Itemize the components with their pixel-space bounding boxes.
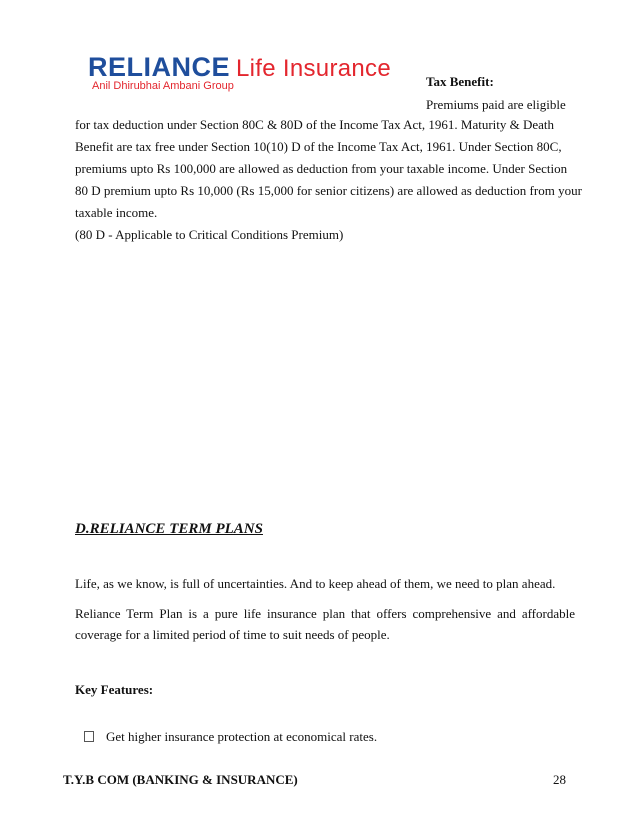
section-title-term-plans: D.RELIANCE TERM PLANS (75, 521, 263, 537)
tax-benefit-line: premiums upto Rs 100,000 are allowed as deduction from your taxable income. Under Section (75, 161, 568, 176)
tax-benefit-intro: Premiums paid are eligible (426, 97, 566, 112)
key-features-heading: Key Features: (75, 682, 154, 697)
tax-benefit-heading: Tax Benefit: (426, 74, 494, 89)
description-line: coverage for a limited period of time to suit needs of people. (75, 627, 390, 642)
description-line: Reliance Term Plan is a pure life insurance plan that offers comprehensive and affordable (75, 606, 575, 621)
term-plans-description (75, 603, 575, 645)
tax-benefit-body (75, 114, 595, 246)
tax-benefit-line: taxable income. (75, 205, 158, 220)
footer-course-name: T.Y.B COM (BANKING & INSURANCE) (63, 772, 298, 787)
tax-benefit-note: (80 D - Applicable to Critical Conditions Premium) (75, 227, 344, 242)
tax-benefit-line: for tax deduction under Section 80C & 80D of the Income Tax Act, 1961. Maturity & Death (75, 117, 555, 132)
logo-group-name: Anil Dhirubhai Ambani Group (92, 80, 234, 92)
logo-brand: RELIANCE (88, 52, 231, 82)
bullet-box-icon (84, 731, 94, 742)
term-plans-intro-paragraph: Life, as we know, is full of uncertainties. And to keep ahead of them, we need to plan ahead. (75, 576, 556, 591)
tax-benefit-line: Benefit are tax free under Section 10(10) D of the Income Tax Act, 1961. Under Section 80C, (75, 139, 562, 154)
logo-product: Life Insurance (236, 55, 391, 82)
page-number: 28 (553, 772, 566, 787)
company-logo (88, 52, 391, 98)
feature-text: Get higher insurance protection at economical rates. (106, 729, 378, 744)
feature-list-item (84, 728, 377, 746)
tax-benefit-line: 80 D premium upto Rs 10,000 (Rs 15,000 for senior citizens) are allowed as deduction from your (75, 183, 582, 198)
